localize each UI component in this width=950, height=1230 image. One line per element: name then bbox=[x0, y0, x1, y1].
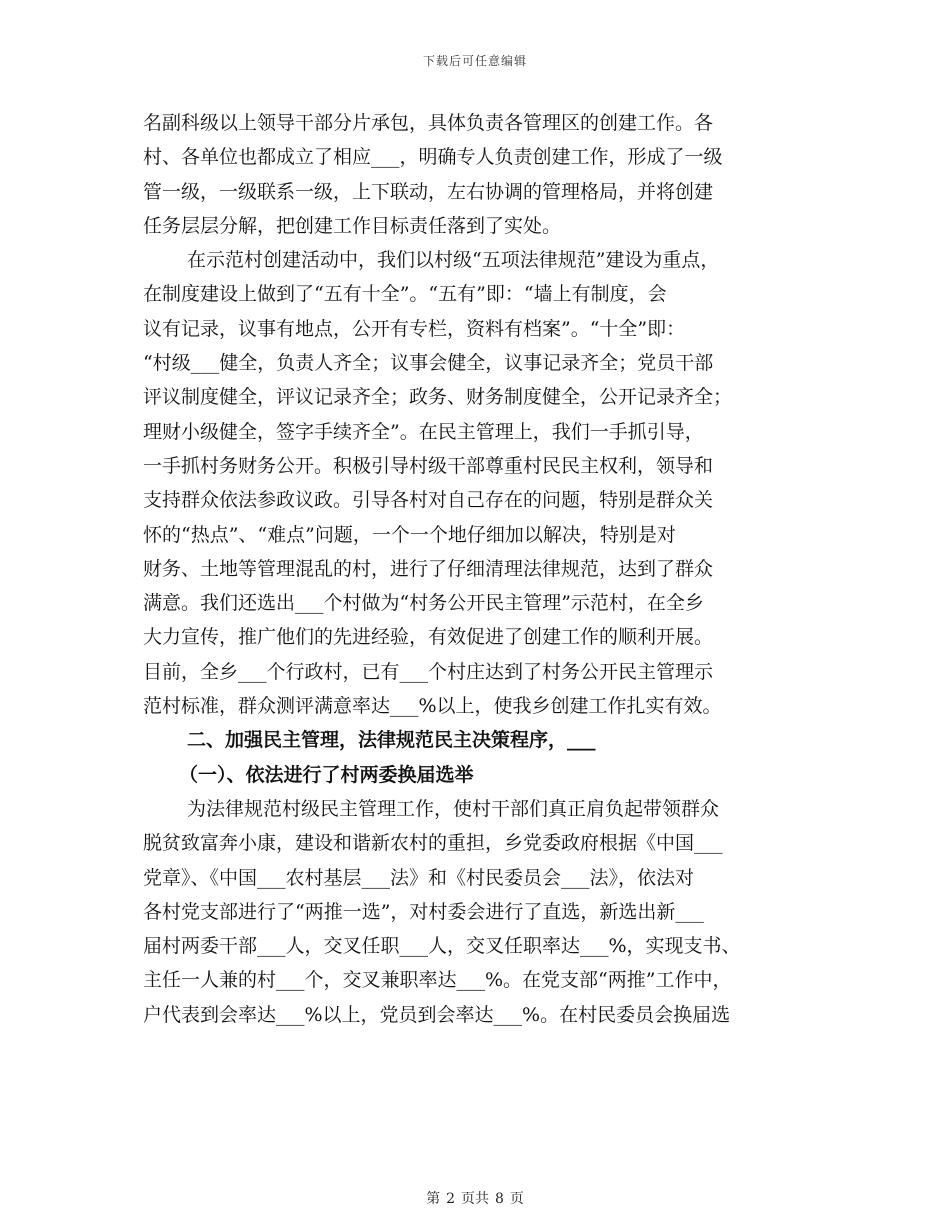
footer-suffix: 页 bbox=[509, 1191, 524, 1207]
text-line: 届村两委干部___人，交叉任职___人，交叉任职率达___%，实现支书、 bbox=[143, 935, 741, 958]
footer-prefix: 第 bbox=[426, 1191, 441, 1207]
text-line: 议有记录，议事有地点，公开有专栏，资料有档案”。“十全”即： bbox=[143, 317, 686, 340]
text-line: 范村标准，群众测评满意率达___%以上，使我乡创建工作扎实有效。 bbox=[143, 695, 722, 718]
text-line: 财务、土地等管理混乱的村，进行了仔细清理法律规范，达到了群众 bbox=[143, 557, 714, 580]
text-line: 满意。我们还选出___个村做为“村务公开民主管理”示范村，在全乡 bbox=[143, 592, 704, 615]
text-line: 主任一人兼的村___个，交叉兼职率达___%。在党支部“两推”工作中， bbox=[143, 969, 732, 992]
text-line: 目前，全乡___个行政村，已有___个村庄达到了村务公开民主管理示 bbox=[143, 660, 714, 683]
text-line: 一手抓村务财务公开。积极引导村级干部尊重村民民主权利，领导和 bbox=[143, 454, 714, 477]
footer-total-pages: 8 bbox=[495, 1191, 504, 1207]
text-line: 脱贫致富奔小康，建设和谐新农村的重担，乡党委政府根据《中国___ bbox=[143, 832, 723, 855]
document-body bbox=[143, 106, 823, 1032]
text-line: 为法律规范村级民主管理工作，使村干部们真正肩负起带领群众 bbox=[187, 797, 720, 820]
text-line: 怀的“热点”、“难点”问题，一个一个地仔细加以解决，特别是对 bbox=[143, 523, 676, 546]
text-line: 在示范村创建活动中，我们以村级“五项法律规范”建设为重点， bbox=[187, 249, 720, 272]
page-header: 下载后可任意编辑 bbox=[422, 54, 527, 68]
section-heading: （一）、依法进行了村两委换届选举 bbox=[179, 763, 474, 786]
text-line: 各村党支部进行了“两推一选”，对村委会进行了直选，新选出新___ bbox=[143, 900, 704, 923]
text-line: 村、各单位也都成立了相应___，明确专人负责创建工作，形成了一级 bbox=[143, 146, 723, 169]
text-line: 支持群众依法参政议政。引导各村对自己存在的问题，特别是群众关 bbox=[143, 489, 714, 512]
text-line: 大力宣传，推广他们的先进经验，有效促进了创建工作的顺利开展。 bbox=[143, 626, 714, 649]
text-line: 在制度建设上做到了“五有十全”。“五有”即：“墙上有制度，会 bbox=[143, 283, 667, 306]
text-line: 管一级，一级联系一级，上下联动，左右协调的管理格局，并将创建 bbox=[143, 180, 714, 203]
text-line: 理财小级健全，签字手续齐全”。在民主管理上，我们一手抓引导， bbox=[143, 420, 704, 443]
section-heading: 二、加强民主管理，法律规范民主决策程序，___ bbox=[187, 729, 596, 752]
text-line: 评议制度健全，评议记录齐全；政务、财务制度健全，公开记录齐全； bbox=[143, 386, 733, 409]
page-footer bbox=[0, 1188, 950, 1208]
footer-current-page: 2 bbox=[446, 1191, 455, 1207]
footer-middle: 页共 bbox=[461, 1191, 489, 1207]
text-line: 户代表到会率达___%以上，党员到会率达___%。在村民委员会换届选 bbox=[143, 1003, 731, 1026]
text-line: 党章》、《中国___农村基层___法》和《村民委员会___法》，依法对 bbox=[143, 866, 695, 889]
text-line: “村级___健全，负责人齐全；议事会健全，议事记录齐全；党员干部 bbox=[143, 352, 714, 375]
text-line: 名副科级以上领导干部分片承包，具体负责各管理区的创建工作。各 bbox=[143, 112, 714, 134]
text-line: 任务层层分解，把创建工作目标责任落到了实处。 bbox=[143, 214, 562, 237]
